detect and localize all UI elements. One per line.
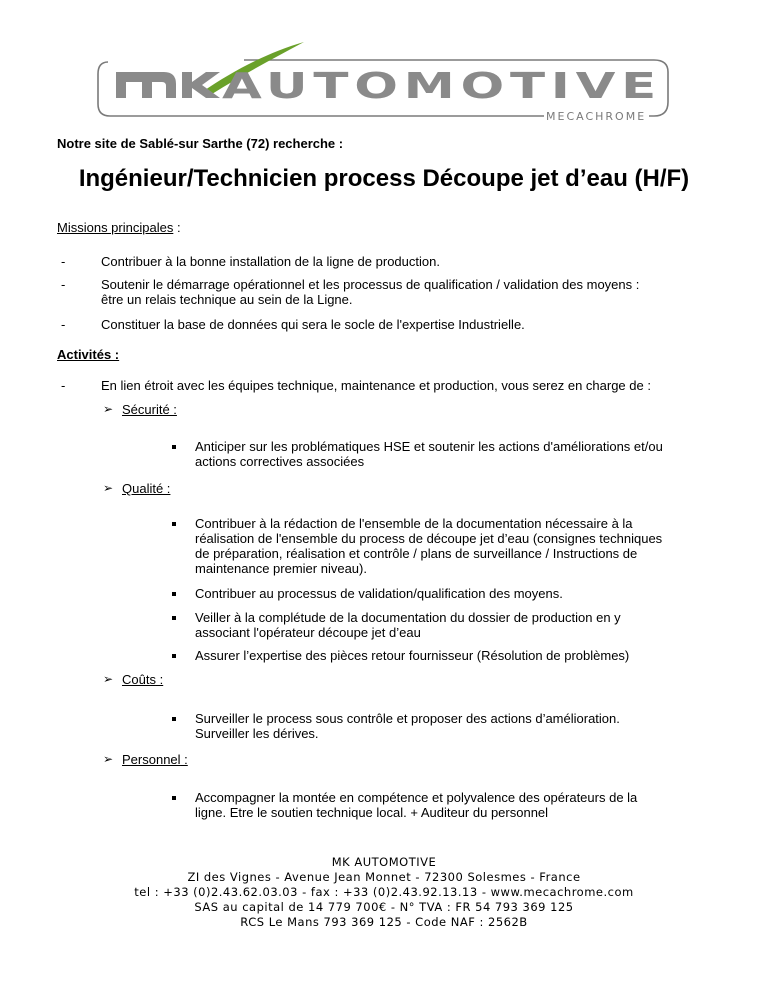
footer-address: [0, 855, 768, 930]
footer-contact-line: tel : +33 (0)2.43.62.03.03 - fax : +33 (0)2.43.92.13.13 - www.mecachrome.com: [134, 885, 634, 899]
category-personnel: Personnel :: [122, 752, 188, 767]
mission-item: Soutenir le démarrage opérationnel et les processus de qualification / validation des moyens : être un relais technique au sein de la Ligne.: [101, 277, 640, 307]
square-bullet-icon: [172, 522, 176, 526]
activites-intro: En lien étroit avec les équipes technique, maintenance et production, vous serez en charge de :: [101, 378, 651, 393]
activity-item: Surveiller le process sous contrôle et proposer des actions d’amélioration. Surveiller les dérives.: [195, 711, 620, 741]
activity-item: Assurer l’expertise des pièces retour fournisseur (Résolution de problèmes): [195, 648, 630, 663]
logo-brand-text: AUTOMOTIVE: [222, 66, 662, 107]
footer-rcs-line: RCS Le Mans 793 369 125 - Code NAF : 2562B: [240, 915, 528, 929]
footer-address-line: ZI des Vignes - Avenue Jean Monnet - 72300 Solesmes - France: [187, 870, 581, 884]
missions-heading: Missions principales :: [57, 220, 181, 235]
square-bullet-icon: [172, 445, 176, 449]
square-bullet-icon: [172, 654, 176, 658]
category-couts: Coûts :: [122, 672, 164, 687]
square-bullet-icon: [172, 717, 176, 721]
page-title: Ingénieur/Technicien process Découpe jet d’eau (H/F): [78, 165, 690, 192]
footer-company: MK AUTOMOTIVE: [331, 855, 437, 869]
activity-item: Anticiper sur les problématiques HSE et soutenir les actions d'améliorations et/ou actions correctives associées: [195, 439, 663, 469]
square-bullet-icon: [172, 616, 176, 620]
logo-sub-text: MECACHROME: [546, 110, 647, 123]
activity-item: Contribuer au processus de validation/qualification des moyens.: [195, 586, 563, 601]
arrow-bullet-icon: ➢: [103, 402, 114, 416]
square-bullet-icon: [172, 796, 176, 800]
mission-item: Contribuer à la bonne installation de la ligne de production.: [101, 254, 440, 269]
arrow-bullet-icon: ➢: [103, 481, 114, 495]
square-bullet-icon: [172, 592, 176, 596]
activity-item: Contribuer à la rédaction de l'ensemble de la documentation nécessaire à la réalisation de l'ensemble du process de découpe jet d’eau (consignes techniques de préparation, réalisation et contrôle / plans de surveillance / Instructions de maintenance premier niveau).: [195, 516, 663, 576]
activity-item: Accompagner la montée en compétence et polyvalence des opérateurs de la ligne. Etre le soutien technique local. + Auditeur du personnel: [195, 790, 638, 820]
mission-item: Constituer la base de données qui sera le socle de l'expertise Industrielle.: [101, 317, 525, 332]
activity-item: Veiller à la complétude de la documentation du dossier de production en y associant l'opérateur découpe jet d’eau: [195, 610, 621, 640]
mk-automotive-logo: [94, 40, 672, 126]
category-qualite: Qualité :: [122, 481, 171, 496]
activites-heading: Activités :: [57, 347, 120, 362]
footer-capital-line: SAS au capital de 14 779 700€ - N° TVA : FR 54 793 369 125: [194, 900, 574, 914]
intro-text: Notre site de Sablé-sur Sarthe (72) recherche :: [57, 136, 344, 151]
arrow-bullet-icon: ➢: [103, 672, 114, 686]
category-securite: Sécurité :: [122, 402, 177, 417]
arrow-bullet-icon: ➢: [103, 752, 114, 766]
